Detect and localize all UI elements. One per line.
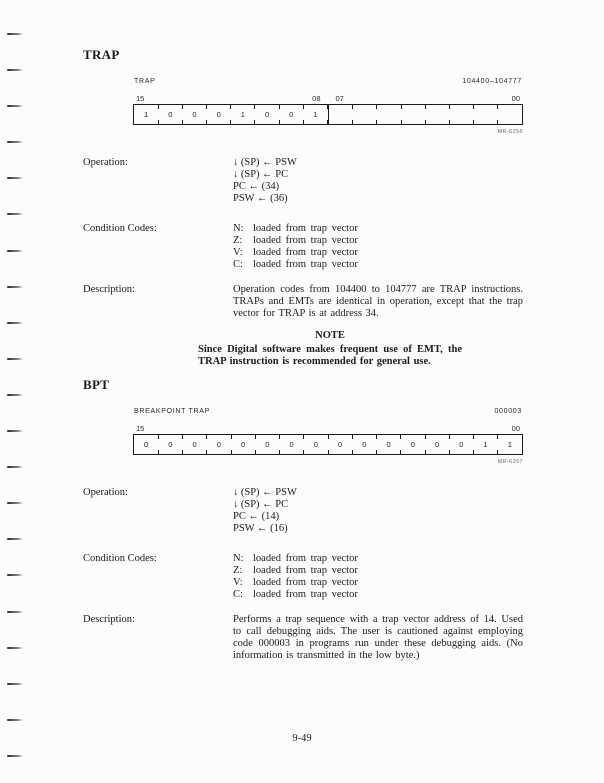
note-text: Since Digital software makes frequent use of EMT, the TRAP instruction is recommended for general use. <box>198 343 462 367</box>
description-text: Performs a trap sequence with a trap vector address of 14. Used to call debugging aids. The user is cautioned against employing code 000003 in programs run under these debugging aids. (No information is transmitted in the low byte.) <box>233 613 523 661</box>
condition-codes-label: Condition Codes: <box>83 223 157 234</box>
condition-code-letter: V: <box>233 576 243 588</box>
bit-cell: 0 <box>328 435 352 454</box>
binder-mark <box>7 177 23 179</box>
bit-cell: 0 <box>182 105 206 124</box>
binder-mark <box>7 755 23 757</box>
bit-cell: 0 <box>352 435 376 454</box>
bpt-figure-mr-number: MR-6257 <box>497 458 523 465</box>
page-number: 9-49 <box>292 733 312 744</box>
bit-cell <box>353 105 377 124</box>
bit-cell: 0 <box>401 435 425 454</box>
bpt-register-label: BREAKPOINT TRAP <box>134 407 210 415</box>
bit-label-08: 08 <box>312 94 321 103</box>
binder-mark <box>7 33 23 35</box>
section-heading-bpt: BPT <box>83 376 110 392</box>
bit-label-15: 15 <box>136 94 145 103</box>
operation-label: Operation: <box>83 486 128 498</box>
section-heading-trap: TRAP <box>83 47 120 62</box>
condition-code-letter: N: <box>233 223 244 234</box>
bit-label-07: 07 <box>335 94 344 103</box>
condition-code-text: loaded from trap vector <box>253 552 358 564</box>
binder-mark <box>7 69 23 71</box>
operation-lines <box>233 157 523 205</box>
bit-cell: 0 <box>207 435 231 454</box>
bit-cell: 0 <box>231 435 255 454</box>
bit-cell: 0 <box>280 435 304 454</box>
binder-mark <box>7 213 23 215</box>
binder-mark <box>7 105 23 107</box>
bit-cell: 1 <box>303 105 328 124</box>
bit-cell: 0 <box>183 435 207 454</box>
bit-cell: 0 <box>304 435 328 454</box>
bit-cell <box>449 105 473 124</box>
trap-description-row <box>83 284 523 320</box>
trap-register-label: TRAP <box>134 78 156 85</box>
trap-figure-header <box>133 78 523 85</box>
bit-cell: 0 <box>207 105 231 124</box>
bit-label-00: 00 <box>511 423 520 433</box>
condition-code-text: loaded from trap vector <box>253 259 358 270</box>
operation-line: ↓ (SP) ← PC <box>233 169 289 180</box>
binder-mark <box>7 647 23 649</box>
description-label: Description: <box>83 284 135 295</box>
description-text: Operation codes from 104400 to 104777 are TRAP instructions. TRAPs and EMTs are identical in operation, except that the trap vector for TRAP is at address 34. <box>233 284 523 319</box>
description-label: Description: <box>83 613 135 625</box>
condition-code-text: loaded from trap vector <box>253 247 358 258</box>
binder-mark <box>7 719 23 721</box>
binder-mark <box>7 394 23 396</box>
bit-cell: 0 <box>279 105 303 124</box>
condition-code-text: loaded from trap vector <box>253 235 358 246</box>
bit-label-00: 00 <box>511 94 520 103</box>
condition-code-row <box>233 247 523 259</box>
bpt-register-box <box>133 434 523 455</box>
bit-cell <box>474 105 498 124</box>
condition-code-text: loaded from trap vector <box>253 576 358 588</box>
bpt-condition-codes-row <box>83 553 523 601</box>
bit-cell: 0 <box>377 435 401 454</box>
operation-line: ↓ (SP) ← PSW <box>233 157 297 168</box>
binder-mark <box>7 611 23 613</box>
bit-cell: 0 <box>425 435 449 454</box>
bit-cell <box>401 105 425 124</box>
condition-code-text: loaded from trap vector <box>253 588 358 600</box>
condition-code-row <box>233 259 523 271</box>
bit-cell: 0 <box>158 105 182 124</box>
condition-codes-label: Condition Codes: <box>83 552 157 564</box>
condition-codes-list <box>233 223 523 271</box>
operation-line: PSW ← (16) <box>233 522 288 534</box>
binder-mark <box>7 250 23 252</box>
condition-code-letter: V: <box>233 247 243 258</box>
trap-instruction-figure <box>133 78 523 135</box>
bit-cell: 1 <box>231 105 255 124</box>
trap-bit-position-labels <box>133 94 523 103</box>
note-block <box>198 330 462 369</box>
condition-code-row <box>233 235 523 247</box>
condition-codes-list <box>233 553 523 601</box>
condition-code-letter: Z: <box>233 564 243 576</box>
binder-mark <box>7 466 23 468</box>
binder-mark <box>7 683 23 685</box>
operation-label: Operation: <box>83 157 128 168</box>
bit-cell: 1 <box>474 435 498 454</box>
bit-cell: 0 <box>449 435 473 454</box>
bpt-bit-position-labels <box>133 424 523 433</box>
bit-cell <box>377 105 401 124</box>
binder-mark <box>7 502 23 504</box>
bit-cell: 0 <box>255 435 279 454</box>
binder-mark <box>7 322 23 324</box>
operation-line: ↓ (SP) ← PSW <box>233 486 297 498</box>
note-heading: NOTE <box>315 330 345 341</box>
condition-code-letter: C: <box>233 259 243 270</box>
bpt-operation-row <box>83 487 523 535</box>
bit-cell: 0 <box>158 435 182 454</box>
condition-code-letter: N: <box>233 552 244 564</box>
trap-operation-row <box>83 157 523 205</box>
operation-line: PSW ← (36) <box>233 193 288 204</box>
bpt-description-row <box>83 614 523 662</box>
bpt-opcode-value: 000003 <box>494 407 522 415</box>
condition-code-text: loaded from trap vector <box>253 564 358 576</box>
bit-cell: 0 <box>134 435 158 454</box>
bpt-figure-header <box>133 408 523 415</box>
condition-code-text: loaded from trap vector <box>253 223 358 234</box>
bit-cell <box>498 105 522 124</box>
binder-marks <box>7 33 27 757</box>
binder-mark <box>7 430 23 432</box>
bit-cell <box>425 105 449 124</box>
bit-cell: 1 <box>134 105 158 124</box>
trap-condition-codes-row <box>83 223 523 271</box>
bit-cell: 0 <box>255 105 279 124</box>
condition-code-row <box>233 565 523 577</box>
bpt-instruction-figure <box>133 408 523 465</box>
trap-register-box <box>133 104 523 125</box>
condition-code-row <box>233 553 523 565</box>
bit-label-15: 15 <box>136 423 145 433</box>
binder-mark <box>7 358 23 360</box>
condition-code-row <box>233 223 523 235</box>
bit-cell: 1 <box>507 439 512 449</box>
binder-mark <box>7 538 23 540</box>
binder-mark <box>7 141 23 143</box>
condition-code-row <box>233 589 523 601</box>
operation-lines <box>233 487 523 535</box>
binder-mark <box>7 286 23 288</box>
binder-mark <box>7 574 23 576</box>
bit-cell <box>329 105 353 124</box>
operation-line: PC ← (34) <box>233 181 280 192</box>
trap-figure-mr-number: MR-6256 <box>497 129 523 135</box>
operation-line: PC ← (14) <box>233 510 280 522</box>
trap-opcode-range: 104400–104777 <box>462 78 522 85</box>
operation-line: ↓ (SP) ← PC <box>233 498 289 510</box>
condition-code-row <box>233 577 523 589</box>
condition-code-letter: Z: <box>233 235 243 246</box>
condition-code-letter: C: <box>233 588 243 600</box>
